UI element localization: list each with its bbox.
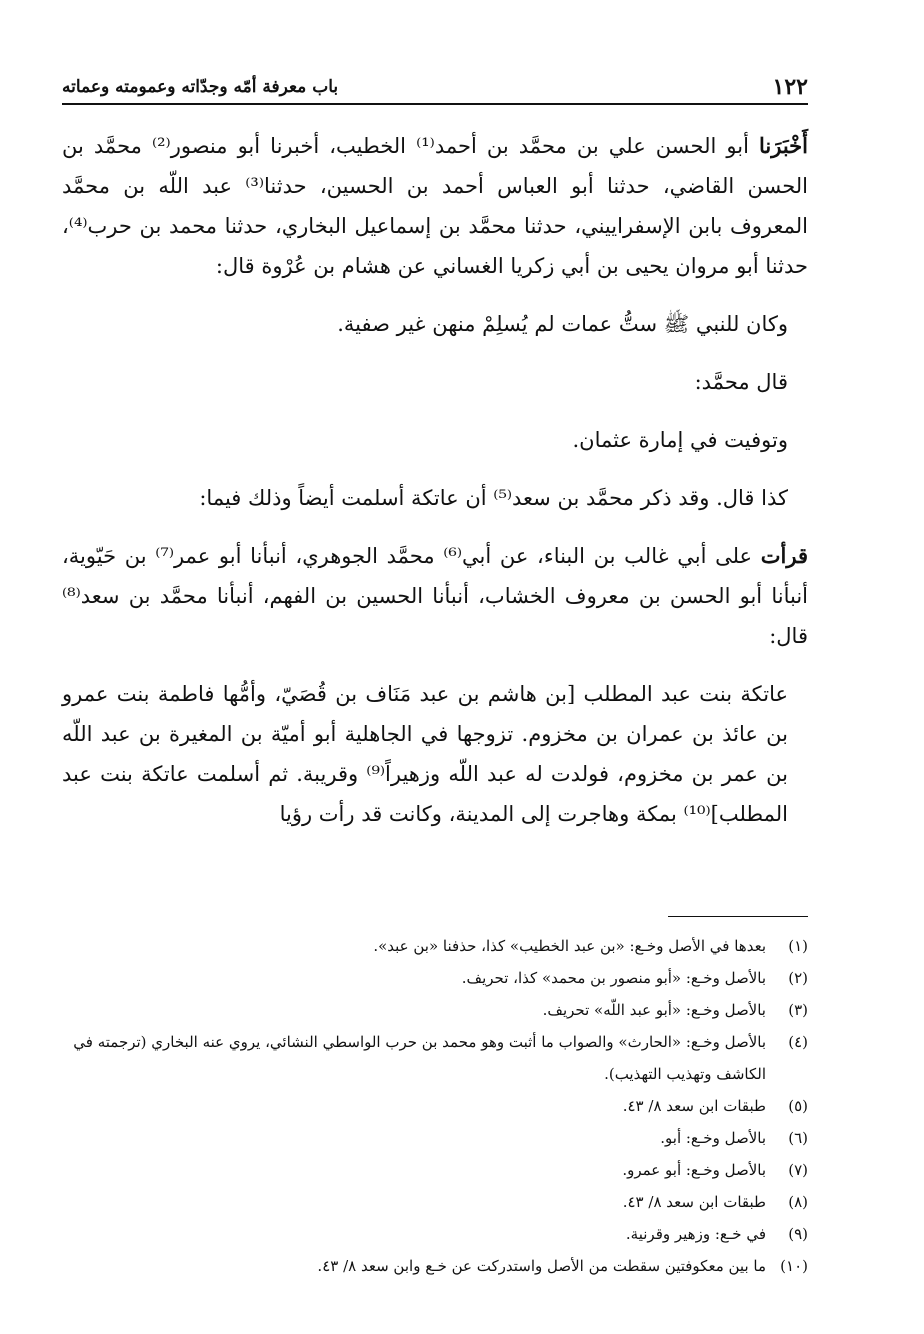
footnote-text: بالأصل وخـع: «الحارث» والصواب ما أثبت وهو محمد بن حرب الواسطي النشائي، يروي عنه البخاري (ترجمته في الكاشف وتهذيب التهذيب). <box>73 1033 766 1083</box>
paragraph-lead: قرأت <box>760 543 808 568</box>
page-header <box>62 70 808 104</box>
paragraph-text: عاتكة بنت عبد المطلب [بن هاشم بن عبد مَنَاف بن قُصَيّ، وأمُّها فاطمة بنت عمرو بن عائذ بن عمران بن مخزوم. تزوجها في الجاهلية أبو أميّة بن المغيرة بن عبد اللّه بن عمر بن مخزوم، فولدت له عبد اللّه وزهيراً⁽⁹⁾ وقريبة. ثم أسلمت عاتكة بنت عبد المطلب]⁽¹⁰⁾ بمكة وهاجرت إلى المدينة، وكانت قد رأت رؤيا <box>62 682 788 826</box>
footnote-text: طبقات ابن سعد ٨/ ٤٣. <box>622 1193 766 1211</box>
footnote-number: (١) <box>788 937 808 955</box>
footnote-number: (٣) <box>788 1001 808 1019</box>
footnote <box>62 962 808 994</box>
footnote-number: (٩) <box>788 1225 808 1243</box>
footnote-number: (١٠) <box>780 1257 808 1275</box>
footnote-text: بالأصل وخـع: «أبو منصور بن محمد» كذا، تحريف. <box>461 969 766 987</box>
footnote <box>62 1090 808 1122</box>
footnote <box>62 1218 808 1250</box>
footnote <box>62 1186 808 1218</box>
footnote-number: (٥) <box>788 1097 808 1115</box>
paragraph-text: أبو الحسن علي بن محمَّد بن أحمد⁽¹⁾ الخطيب، أخبرنا أبو منصور⁽²⁾ محمَّد بن الحسن القاضي، حدثنا أبو العباس أحمد بن الحسين، حدثنا⁽³⁾ عبد اللّه بن محمَّد المعروف بابن الإسفراييني، حدثنا محمَّد بن إسماعيل البخاري، حدثنا محمد بن حرب⁽⁴⁾، حدثنا أبو مروان يحيى بن أبي زكريا الغساني عن هشام بن عُرْوة قال: <box>62 134 808 278</box>
footnote-text: ما بين معكوفتين سقطت من الأصل واستدركت عن خـع وابن سعد ٨/ ٤٣. <box>317 1257 766 1275</box>
header-divider <box>62 103 808 105</box>
footnote-text: بالأصل وخـع: أبو عمرو. <box>622 1161 766 1179</box>
footnote <box>62 994 808 1026</box>
footnote-number: (٤) <box>788 1033 808 1051</box>
paragraph-text: وتوفيت في إمارة عثمان. <box>572 428 788 452</box>
paragraph-4 <box>62 420 808 460</box>
footnote-number: (٢) <box>788 969 808 987</box>
footnote-number: (٧) <box>788 1161 808 1179</box>
footnote <box>62 1250 808 1282</box>
paragraph-3 <box>62 362 808 402</box>
paragraph-lead: أَخْبَرَنا <box>759 133 808 158</box>
paragraph-text: على أبي غالب بن البناء، عن أبي⁽⁶⁾ محمَّد الجوهري، أنبأنا أبو عمر⁽⁷⁾ بن حَيّوية، أنبأنا أبو الحسن بن معروف الخشاب، أنبأنا الحسين بن الفهم، أنبأنا محمَّد بن سعد⁽⁸⁾ قال: <box>62 544 808 648</box>
footnote <box>62 1122 808 1154</box>
main-text <box>62 126 808 852</box>
paragraph-text: وكان للنبي ﷺ ستُّ عمات لم يُسلِمْ منهن غير صفية. <box>337 312 788 336</box>
footnote-text: طبقات ابن سعد ٨/ ٤٣. <box>622 1097 766 1115</box>
running-title: باب معرفة أمّه وجدّاته وعمومته وعماته <box>62 77 339 97</box>
footnote-text: بالأصل وخـع: «أبو عبد اللّه» تحريف. <box>542 1001 766 1019</box>
paragraph-2 <box>62 304 808 344</box>
paragraph-text: كذا قال. وقد ذكر محمَّد بن سعد⁽⁵⁾ أن عاتكة أسلمت أيضاً وذلك فيما: <box>199 486 788 510</box>
footnote-number: (٦) <box>788 1129 808 1147</box>
footnote <box>62 930 808 962</box>
footnote <box>62 1026 808 1090</box>
paragraph-text: قال محمَّد: <box>694 370 788 394</box>
footnote-number: (٨) <box>788 1193 808 1211</box>
paragraph-1 <box>62 126 808 286</box>
footnote <box>62 1154 808 1186</box>
footnotes <box>62 930 808 1282</box>
paragraph-6 <box>62 536 808 656</box>
paragraph-5 <box>62 478 808 518</box>
footnote-text: بالأصل وخـع: أبو. <box>660 1129 766 1147</box>
page-number: ١٢٢ <box>772 74 808 100</box>
paragraph-7 <box>62 674 808 834</box>
footnote-text: بعدها في الأصل وخـع: «بن عبد الخطيب» كذا، حذفنا «بن عبد». <box>373 937 766 955</box>
footnote-divider <box>668 916 808 917</box>
footnote-text: في خـع: وزهير وقرنية. <box>625 1225 766 1243</box>
